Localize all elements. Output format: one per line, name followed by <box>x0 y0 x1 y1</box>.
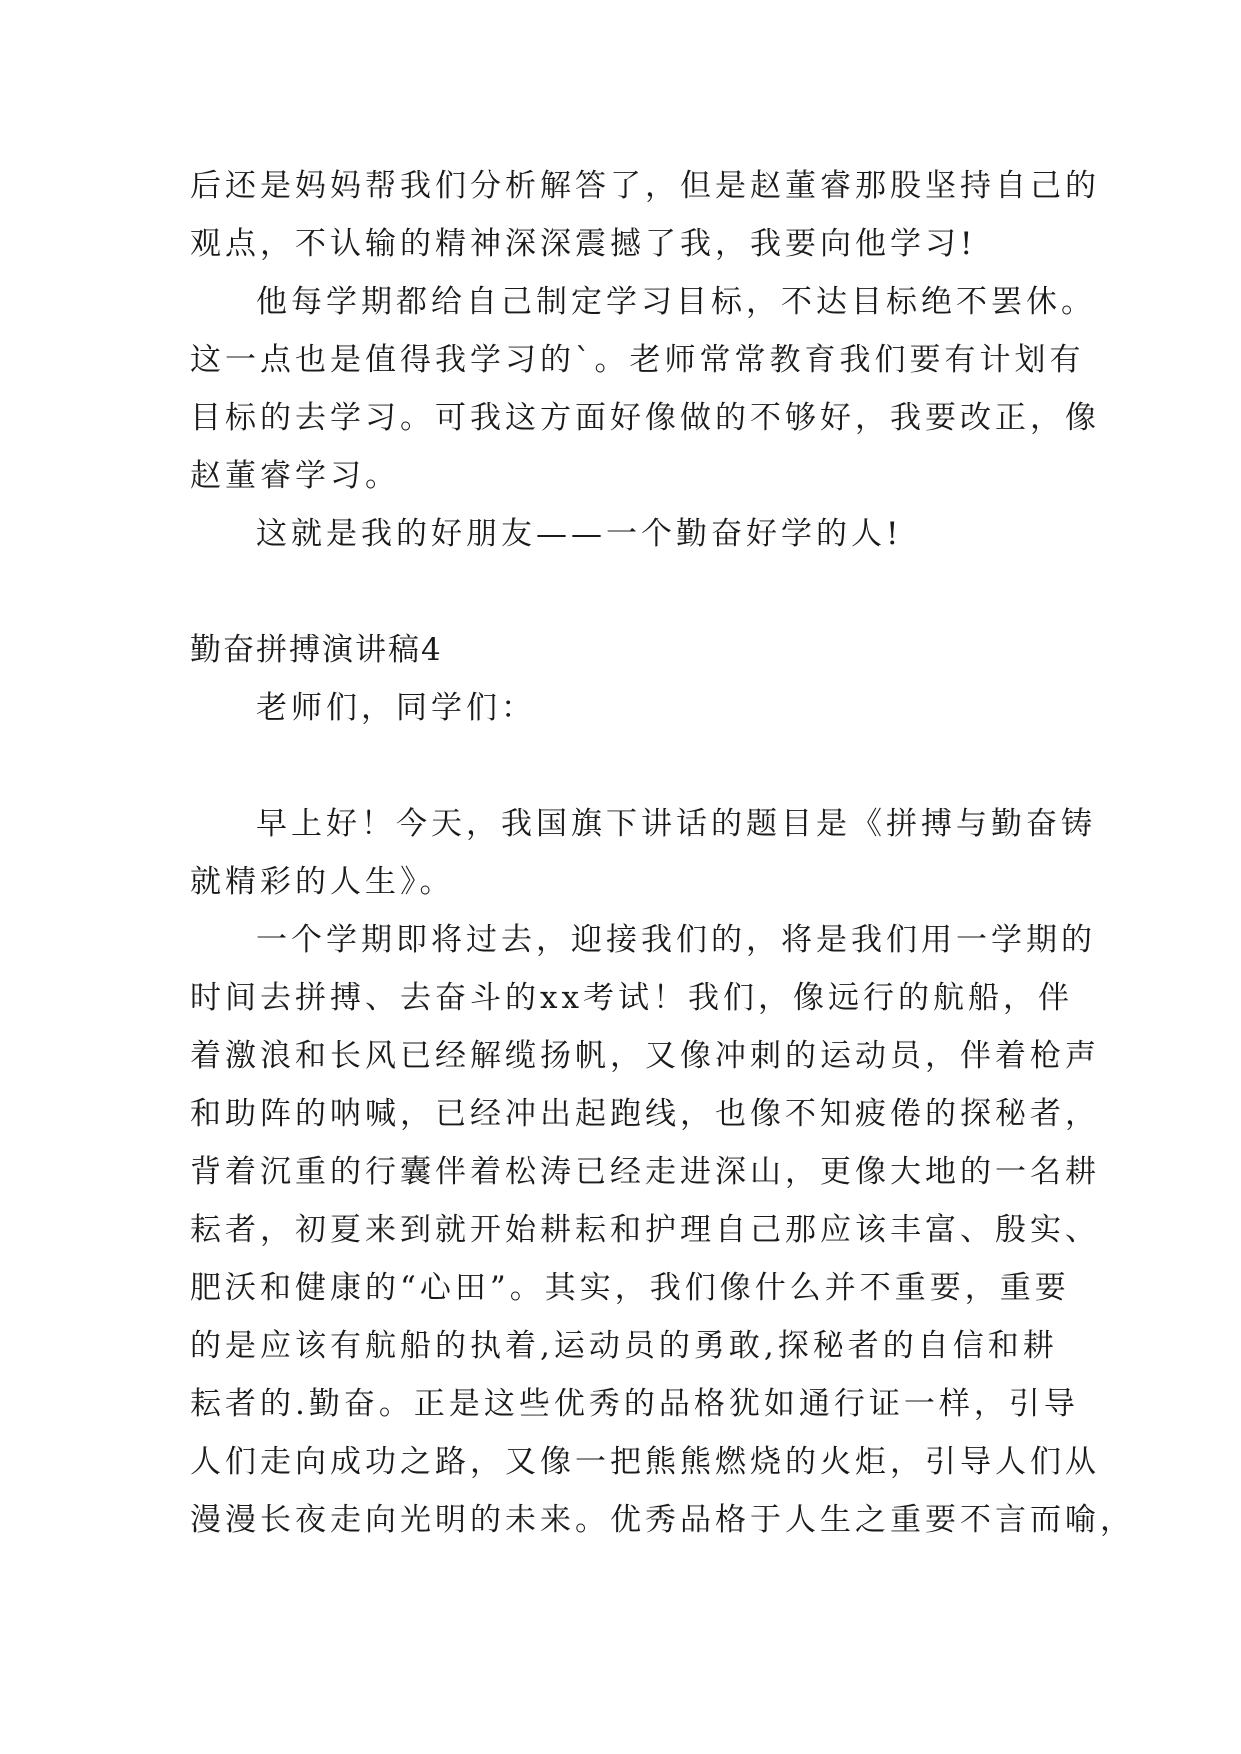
paragraph-line: 着激浪和长风已经解缆扬帆，又像冲刺的运动员，伴着枪声 <box>190 1038 1100 1074</box>
paragraph-line: 后还是妈妈帮我们分析解答了，但是赵董睿那股坚持自己的 <box>190 168 1100 204</box>
paragraph-line: 耘者，初夏来到就开始耕耘和护理自己那应该丰富、殷实、 <box>190 1212 1100 1248</box>
salutation: 老师们，同学们： <box>256 690 536 726</box>
paragraph-line: 的是应该有航船的执着,运动员的勇敢,探秘者的自信和耕 <box>190 1328 1058 1364</box>
paragraph-line: 时间去拼搏、去奋斗的xx考试！我们，像远行的航船，伴 <box>190 980 1073 1016</box>
paragraph-line: 这就是我的好朋友——一个勤奋好学的人! <box>256 516 903 552</box>
paragraph-line: 观点，不认输的精神深深震撼了我，我要向他学习! <box>190 226 977 262</box>
paragraph-line: 耘者的.勤奋。正是这些优秀的品格犹如通行证一样，引导 <box>190 1386 1079 1422</box>
paragraph-line: 背着沉重的行囊伴着松涛已经走进深山，更像大地的一名耕 <box>190 1154 1100 1190</box>
paragraph-line: 和助阵的呐喊，已经冲出起跑线，也像不知疲倦的探秘者， <box>190 1096 1100 1132</box>
paragraph-line: 早上好！今天，我国旗下讲话的题目是《拼搏与勤奋铸 <box>256 806 1096 842</box>
paragraph-line: 肥沃和健康的“心田”。其实，我们像什么并不重要，重要 <box>190 1270 1070 1306</box>
paragraph-line: 人们走向成功之路，又像一把熊熊燃烧的火炬，引导人们从 <box>190 1444 1100 1480</box>
paragraph-line: 就精彩的人生》。 <box>190 864 455 900</box>
paragraph-line: 他每学期都给自己制定学习目标，不达目标绝不罢休。 <box>256 284 1096 320</box>
paragraph-line: 漫漫长夜走向光明的未来。优秀品格于人生之重要不言而喻， <box>190 1502 1135 1538</box>
paragraph-line: 这一点也是值得我学习的`。老师常常教育我们要有计划有 <box>190 342 1085 378</box>
section-heading: 勤奋拼搏演讲稿4 <box>190 632 443 668</box>
paragraph-line: 赵董睿学习。 <box>190 458 400 494</box>
paragraph-line: 目标的去学习。可我这方面好像做的不够好，我要改正，像 <box>190 400 1100 436</box>
paragraph-line: 一个学期即将过去，迎接我们的，将是我们用一学期的 <box>256 922 1096 958</box>
